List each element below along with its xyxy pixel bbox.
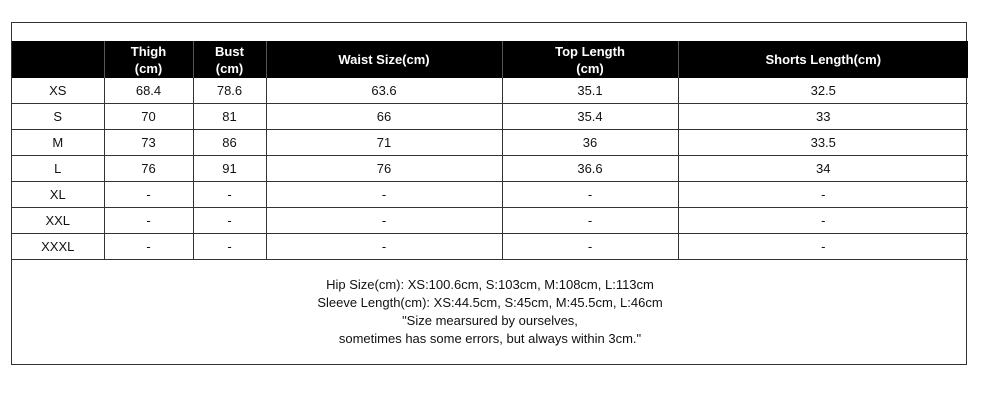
table-header-row [12,41,968,78]
table-row [12,104,968,130]
waist-cell: 63.6 [266,78,502,104]
thigh-cell: 70 [104,104,193,130]
table-row [12,234,968,260]
table-row [12,182,968,208]
waist-cell: 66 [266,104,502,130]
size-cell: XXL [12,208,104,234]
table-row [12,208,968,234]
size-cell: XL [12,182,104,208]
thigh-cell: 68.4 [104,78,193,104]
size-chart-frame [11,22,967,365]
bust-cell: - [193,208,266,234]
waist-cell: 71 [266,130,502,156]
top-length-cell: - [502,208,678,234]
thigh-cell: - [104,208,193,234]
header-bust: Bust (cm) [193,41,266,78]
thigh-cell: 73 [104,130,193,156]
disclaimer-line-2: sometimes has some errors, but always within 3cm." [338,331,642,346]
thigh-cell: - [104,182,193,208]
disclaimer-line-1: "Size mearsured by ourselves, [402,313,578,328]
table-row [12,130,968,156]
waist-cell: - [266,234,502,260]
hip-size-note: Hip Size(cm): XS:100.6cm, S:103cm, M:108cm, L:113cm [326,277,654,292]
shorts-length-cell: - [678,234,968,260]
waist-cell: - [266,208,502,234]
waist-cell: - [266,182,502,208]
header-top-length: Top Length (cm) [502,41,678,78]
size-cell: M [12,130,104,156]
size-notes [12,276,968,348]
size-cell: XXXL [12,234,104,260]
top-length-cell: - [502,182,678,208]
bust-cell: - [193,182,266,208]
size-cell: L [12,156,104,182]
bust-cell: 78.6 [193,78,266,104]
shorts-length-cell: - [678,182,968,208]
size-cell: XS [12,78,104,104]
header-size [12,41,104,78]
top-length-cell: 36.6 [502,156,678,182]
waist-cell: 76 [266,156,502,182]
top-length-cell: - [502,234,678,260]
header-shorts-length: Shorts Length(cm) [678,41,968,78]
table-row [12,156,968,182]
top-length-cell: 35.1 [502,78,678,104]
bust-cell: 81 [193,104,266,130]
top-length-cell: 35.4 [502,104,678,130]
shorts-length-cell: - [678,208,968,234]
size-cell: S [12,104,104,130]
header-thigh: Thigh (cm) [104,41,193,78]
sleeve-length-note: Sleeve Length(cm): XS:44.5cm, S:45cm, M:45.5cm, L:46cm [317,295,663,310]
bust-cell: 91 [193,156,266,182]
table-row [12,78,968,104]
shorts-length-cell: 33.5 [678,130,968,156]
size-table [12,41,968,260]
shorts-length-cell: 34 [678,156,968,182]
thigh-cell: - [104,234,193,260]
header-waist: Waist Size(cm) [266,41,502,78]
top-length-cell: 36 [502,130,678,156]
bust-cell: 86 [193,130,266,156]
bust-cell: - [193,234,266,260]
shorts-length-cell: 32.5 [678,78,968,104]
shorts-length-cell: 33 [678,104,968,130]
thigh-cell: 76 [104,156,193,182]
